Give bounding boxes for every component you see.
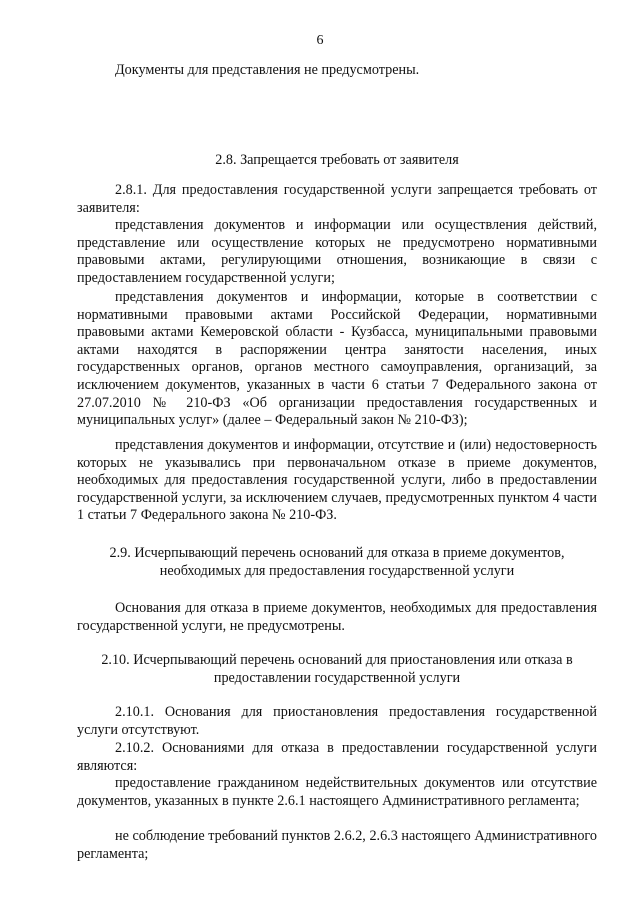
section-2-8-item-1: представления документов и информации или осуществления действий, представление или осуществление которых не предусмотрено нормативными правовыми актами, регулирующими отношения, возникающие в связи с предоставлением государственной услуги; (77, 217, 597, 286)
section-2-9-heading (77, 545, 597, 580)
section-2-8-item-3: представления документов и информации, отсутствие и (или) недостоверность которых не указывались при первоначальном отказе в приеме документов, необходимых для предоставления государственной услуги, либо в предоставлении государственной услуги, за исключением случаев, предусмотренных пунктом 4 части 1 статьи 7 Федерального закона № 210-ФЗ. (77, 437, 597, 524)
section-2-8-heading: 2.8. Запрещается требовать от заявителя (215, 152, 459, 168)
section-2-10-1-paragraph: 2.10.1. Основания для приостановления предоставления государственной услуги отсутствуют. (77, 704, 597, 738)
section-2-10-item-2: не соблюдение требований пунктов 2.6.2, 2.6.3 настоящего Административного регламента; (77, 828, 597, 862)
section-2-8-1-paragraph: 2.8.1. Для предоставления государственной услуги запрещается требовать от заявителя: (77, 182, 597, 216)
section-2-9-paragraph: Основания для отказа в приеме документов, необходимых для предоставления государственной услуги, не предусмотрены. (77, 600, 597, 634)
page-number: 6 (316, 33, 324, 48)
section-2-9-heading-line-1: 2.9. Исчерпывающий перечень оснований для отказа в приеме документов, (109, 545, 565, 561)
section-2-10-heading (77, 652, 597, 687)
section-2-8-item-2: представления документов и информации, которые в соответствии с нормативными правовыми актами Российской Федерации, нормативными правовыми актами Кемеровской области - Кузбасса, муниципальными правовыми актами находятся в распоряжении центра занятости населения, иных государственных органов, органов местного самоуправления, организаций, за исключением документов, указанных в части 6 статьи 7 Федерального закона от 27.07.2010 № 210-ФЗ «Об организации предоставления государственных и муниципальных услуг» (далее – Федеральный закон № 210-ФЗ); (77, 289, 597, 429)
intro-paragraph: Документы для представления не предусмотрены. (115, 62, 420, 78)
section-2-10-2-paragraph: 2.10.2. Основаниями для отказа в предоставлении государственной услуги являются: (77, 740, 597, 774)
section-2-10-heading-line-1: 2.10. Исчерпывающий перечень оснований для приостановления или отказа в (101, 652, 573, 668)
section-2-10-item-1: предоставление гражданином недействительных документов или отсутствие документов, указанных в пункте 2.6.1 настоящего Административного регламента; (77, 775, 597, 809)
section-2-9-heading-line-2: необходимых для предоставления государственной услуги (159, 562, 515, 579)
section-2-10-heading-line-2: предоставлении государственной услуги (213, 669, 461, 686)
